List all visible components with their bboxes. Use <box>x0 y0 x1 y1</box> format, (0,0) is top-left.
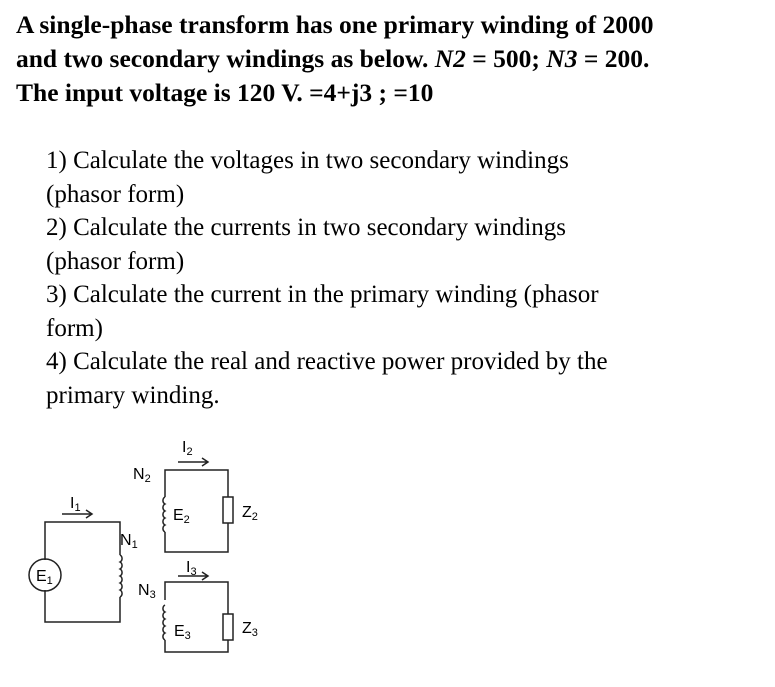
task-text: Calculate the voltages in two secondary windings <box>73 147 569 174</box>
primary-coil <box>120 555 122 597</box>
i2-arrow <box>178 458 208 466</box>
task-number: 3) <box>46 281 67 308</box>
problem-line-2-c: = 200. <box>577 44 650 73</box>
task-item-1 <box>46 144 766 211</box>
source-e1-label: E1 <box>36 568 53 587</box>
secondary-2-coil <box>163 497 165 532</box>
problem-line-2-a: and two secondary windings as below. <box>16 44 435 73</box>
task-number: 1) <box>46 147 67 174</box>
task-item-2 <box>46 211 766 278</box>
task-number: 2) <box>46 214 67 241</box>
task-list <box>46 144 766 412</box>
primary-wire <box>45 522 120 622</box>
z3-label: Z3 <box>242 620 258 639</box>
problem-line-3: The input voltage is 120 V. =4+j3 ; =10 <box>16 78 434 107</box>
e3-label: E3 <box>174 623 191 642</box>
problem-statement <box>16 8 761 110</box>
z3-impedance <box>223 614 233 640</box>
problem-line-2 <box>16 42 761 76</box>
n2-variable: N2 <box>434 44 466 73</box>
i1-label: I1 <box>70 495 81 514</box>
task-text-cont: (phasor form) <box>46 180 185 208</box>
problem-line-1: A single-phase transform has one primary winding of 2000 <box>16 10 654 39</box>
i3-label: I3 <box>186 559 197 578</box>
task-number: 4) <box>46 348 67 375</box>
n3-label: N3 <box>138 582 156 601</box>
task-text: Calculate the real and reactive power provided by the <box>73 348 608 375</box>
task-text-cont: primary winding. <box>46 381 220 409</box>
problem-line-2-b: = 500; <box>465 44 547 73</box>
task-item-4 <box>46 345 766 412</box>
n2-label: N2 <box>133 466 151 485</box>
task-item-3 <box>46 278 766 345</box>
i2-label: I2 <box>182 439 193 458</box>
z2-label: Z2 <box>242 504 258 523</box>
secondary-3-wire <box>165 582 228 652</box>
n1-label: N1 <box>120 532 138 551</box>
task-text-cont: form) <box>46 314 103 342</box>
task-text: Calculate the current in the primary winding (phasor <box>73 281 599 308</box>
task-text: Calculate the currents in two secondary windings <box>73 214 566 241</box>
e2-label: E2 <box>173 507 190 526</box>
transformer-circuit-diagram <box>0 420 775 687</box>
n3-variable: N3 <box>546 44 578 73</box>
task-text-cont: (phasor form) <box>46 247 185 275</box>
z2-impedance <box>223 497 233 523</box>
secondary-3-coil <box>163 605 165 640</box>
